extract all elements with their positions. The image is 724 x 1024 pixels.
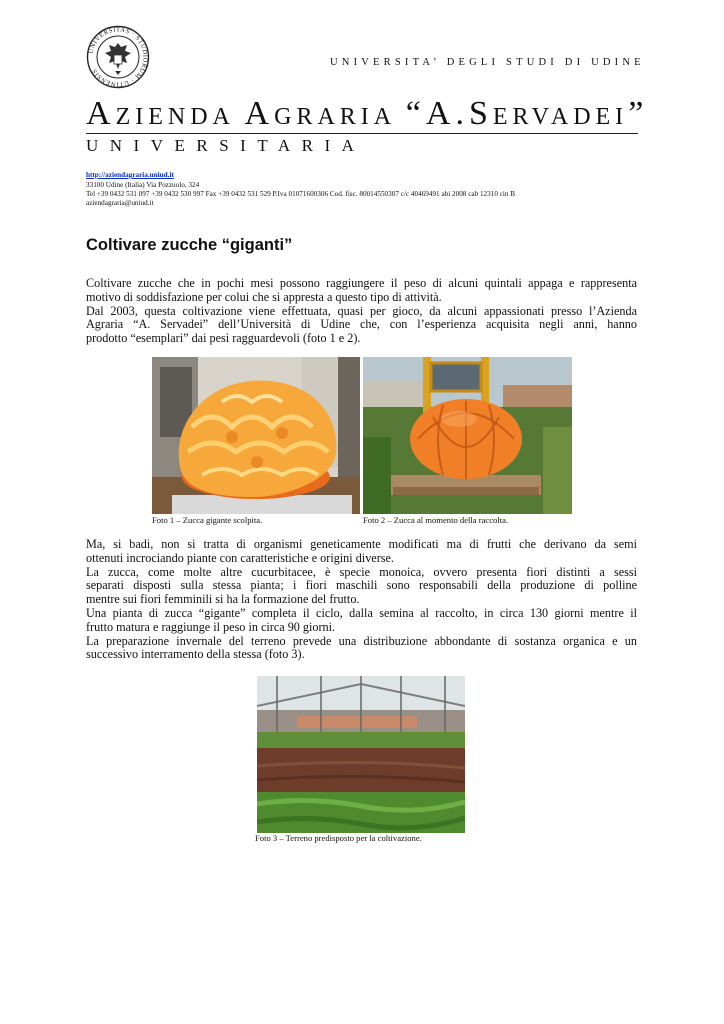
caption-photo-3: Foto 3 – Terreno predisposto per la coltivazione. xyxy=(255,833,422,843)
seal-text: UNIVERSITAS · STUDIORUM · UTINENSIS xyxy=(87,26,149,88)
intro-line: prodotto “esemplari” dai pesi ragguardevoli (foto 1 e 2). xyxy=(86,331,361,346)
azienda-title: AZIENDA AGRARIA “A.SERVADEI” xyxy=(86,95,649,132)
photo-prepared-soil xyxy=(257,676,465,833)
body-line: ottenuti incrociando piante con caratteristiche e origini diverse. xyxy=(86,550,394,565)
body-line: mentre sui fiori femminili si ha la formazione del frutto. xyxy=(86,592,360,607)
body-line: La zucca, come molte altre cucurbitacee, è specie monoica, ovvero presenta fiori distinti a sessi xyxy=(86,564,637,579)
body-line: Ma, si badi, non si tratta di organismi geneticamente modificati ma di frutti che derivano da semi xyxy=(86,537,637,551)
azienda-subtitle: UNIVERSITARIA xyxy=(86,136,366,155)
email-text: aziendagraria@uniud.it xyxy=(86,199,154,207)
phone-fax-text: Tel +39 0432 531 097 +39 0432 530 997 Fax +39 0432 531 529 P.Iva 01071600306 Cod. fisc. 80014550307 c/c 40469491 abi 2008 cab 12310 cin B xyxy=(86,190,516,198)
body-line: separati disposti sulla stessa pianta; i fiori maschili sono responsabili della produzione di polline xyxy=(86,578,637,593)
photo-carved-pumpkin xyxy=(152,357,360,514)
university-seal xyxy=(86,25,150,89)
caption-photo-1: Foto 1 – Zucca gigante scolpita. xyxy=(152,515,263,525)
intro-line: Dal 2003, questa coltivazione viene effettuata, quasi per gioco, da alcuni appassionati presso l’Azienda xyxy=(86,303,637,318)
caption-photo-2: Foto 2 – Zucca al momento della raccolta. xyxy=(363,515,509,525)
intro-line: motivo di soddisfazione per colui che si appresta a questo tipo di attività. xyxy=(86,289,442,304)
photo-harvest-pumpkin xyxy=(363,357,572,514)
body-line: Una pianta di zucca “gigante” completa il ciclo, dalla semina al raccolto, in circa 130 giorni mentre il xyxy=(86,605,637,620)
intro-paragraph xyxy=(86,277,637,346)
body-paragraph xyxy=(86,538,637,662)
seal-emblem-icon xyxy=(86,25,150,89)
website-link[interactable]: http://aziendagraria.uniud.it xyxy=(86,171,174,179)
body-line: La preparazione invernale del terreno prevede una distribuzione abbondante di sostanza organica e un xyxy=(86,633,637,648)
body-line: frutto matura e raggiunge il peso in circa 90 giorni. xyxy=(86,619,336,634)
article-title: Coltivare zucche “giganti” xyxy=(86,236,293,254)
university-name: UNIVERSITA’ DEGLI STUDI DI UDINE xyxy=(330,57,645,68)
body-line: successivo interramento della stessa (foto 3). xyxy=(86,647,305,662)
intro-line: Agraria “A. Servadei” dell’Università di Udine che, con l’esperienza acquisita negli anni, hanno xyxy=(86,317,637,332)
address-text: 33100 Udine (Italia) Via Pozzuolo, 324 xyxy=(86,181,200,189)
intro-line: Coltivare zucche che in pochi mesi possono raggiungere il peso di alcuni quintali appaga e rappresenta xyxy=(86,276,637,290)
